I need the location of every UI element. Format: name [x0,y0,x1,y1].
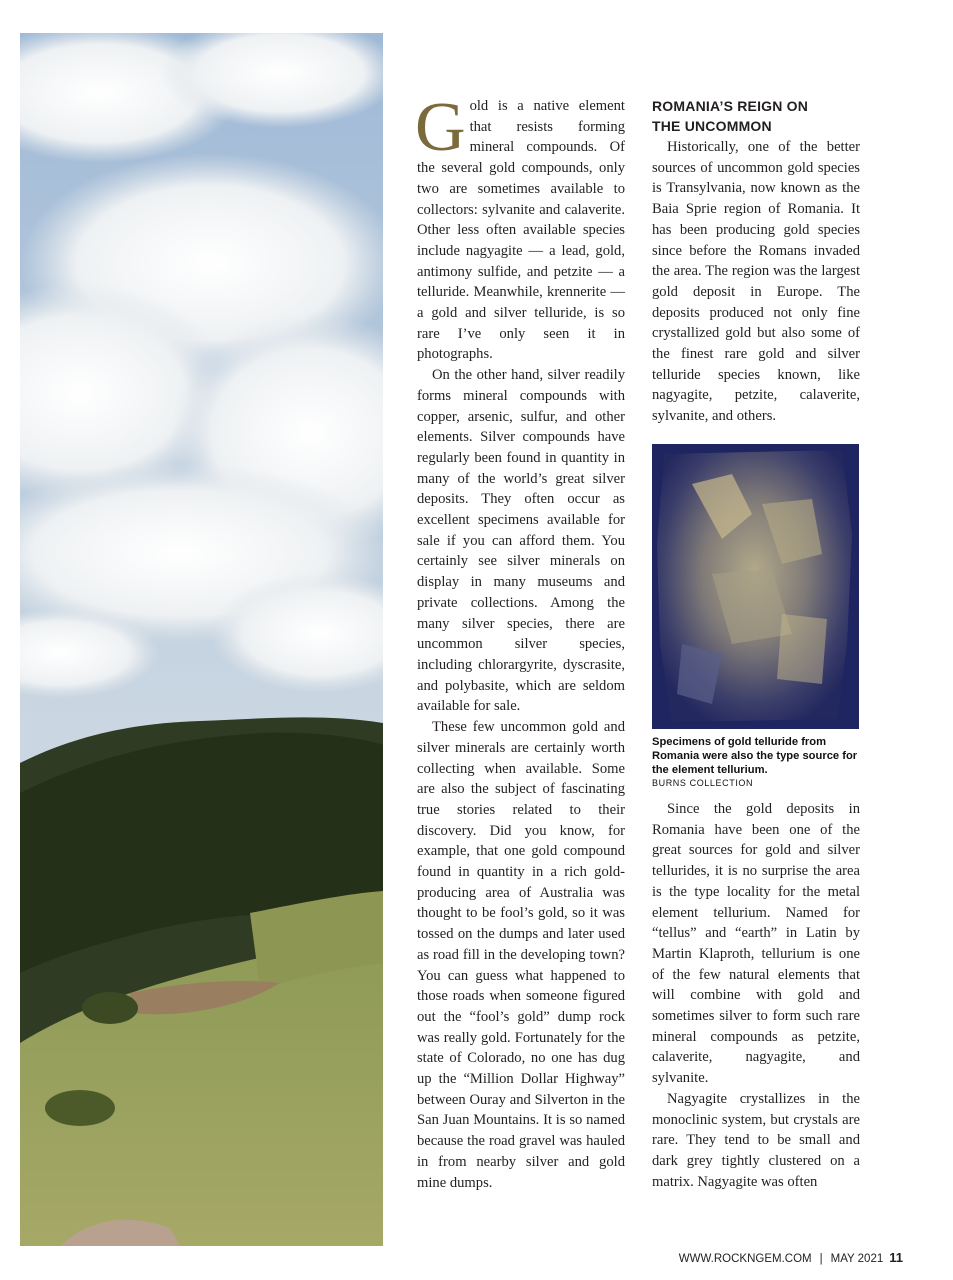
drop-cap: G [415,89,466,166]
specimen-photo [652,444,859,729]
paragraph-tellurium: Since the gold deposits in Romania have been one of the great sources for gold and silver tellurides, it is no surprise the area is the type locality for the metal element tellurium. Named for “tellus” and “earth” in Latin by Martin Klaproth, tellurium is one of the few natural elements that will combine with gold and sometimes silver to form such rare mineral compounds as petzite, calaverite, nagyagite, and sylvanite. [652,801,860,1087]
website-link[interactable]: WWW.ROCKNGEM.COM [678,1253,812,1265]
photo-caption [652,735,862,789]
photo-credit: BURNS COLLECTION [652,778,754,788]
paragraph-nagyagite: Nagyagite crystallizes in the monoclinic system, but crystals are rare. They tend to be small and dark grey tightly clustered on a matrix. Nagyagite was often [652,1090,860,1190]
paragraph-romania: Historically, one of the better sources of uncommon gold species is Transylvania, now known as the Baia Sprie region of Romania. It has been producing gold species since before the Romans invaded the area. The region was the largest gold deposit in Europe. The deposits produced not only fine crystallized gold but also some of the finest rare gold and silver telluride species known, like nagyagite, petzite, calaverite, sylvanite, and others. [652,139,860,425]
article-column-2 [652,96,860,427]
landscape-photo [20,33,383,1246]
article-column-1 [415,89,625,1193]
footer-separator: | [819,1253,823,1265]
issue-date: MAY 2021 [830,1253,884,1265]
page-footer [679,1250,903,1265]
caption-text: Specimens of gold telluride from Romania were also the type source for the element tellurium. [652,736,858,776]
paragraph-uncommon: These few uncommon gold and silver minerals are certainly worth collecting when available. Some are also the subject of fascinating true stories related to their discovery. Did you know, for example, that one gold compound found in quantity in a rich gold-producing area of Australia was thought to be fool’s gold, so it was tossed on the dumps and later used as road fill in the developing town? You can guess what happened to those roads when someone figured out the “fool’s gold” dump rock was really gold. Fortunately for the state of Colorado, no one has dug up the “Million Dollar Highway” between Ouray and Silverton in the San Juan Mountains. It is so named because the road gravel was hauled in from nearby silver and gold mine dumps. [417,719,625,1191]
paragraph-intro-text: old is a native element that resists forming mineral compounds. Of the several gold compounds, only two are sometimes available to collectors: sylvanite and calaverite. Other less often available species include nagyagite — a lead, gold, antimony sulfide, and petzite — a telluride. Meanwhile, krennerite — a gold and silver telluride, is so rare I’ve only seen it in photographs. [417,98,625,363]
section-heading-line-2: THE UNCOMMON [652,118,772,134]
paragraph-silver: On the other hand, silver readily forms mineral compounds with copper, arsenic, sulfur, and other elements. Silver compounds have regularly been found in quantity in many of the world’s great silver deposits. They often occur as excellent specimens available for sale if you can afford them. You certainly see silver minerals on display in many museums and private collections. Among the many silver species, there are uncommon silver species, including chlorargyrite, dyscrasite, and polybasite, which are seldom available for sale. [417,367,625,715]
section-heading-line-1: ROMANIA’S REIGN ON [652,98,809,114]
article-column-2-continued [652,799,860,1192]
paragraph-intro [415,89,625,365]
section-heading [652,96,860,136]
page-number: 11 [889,1250,903,1265]
